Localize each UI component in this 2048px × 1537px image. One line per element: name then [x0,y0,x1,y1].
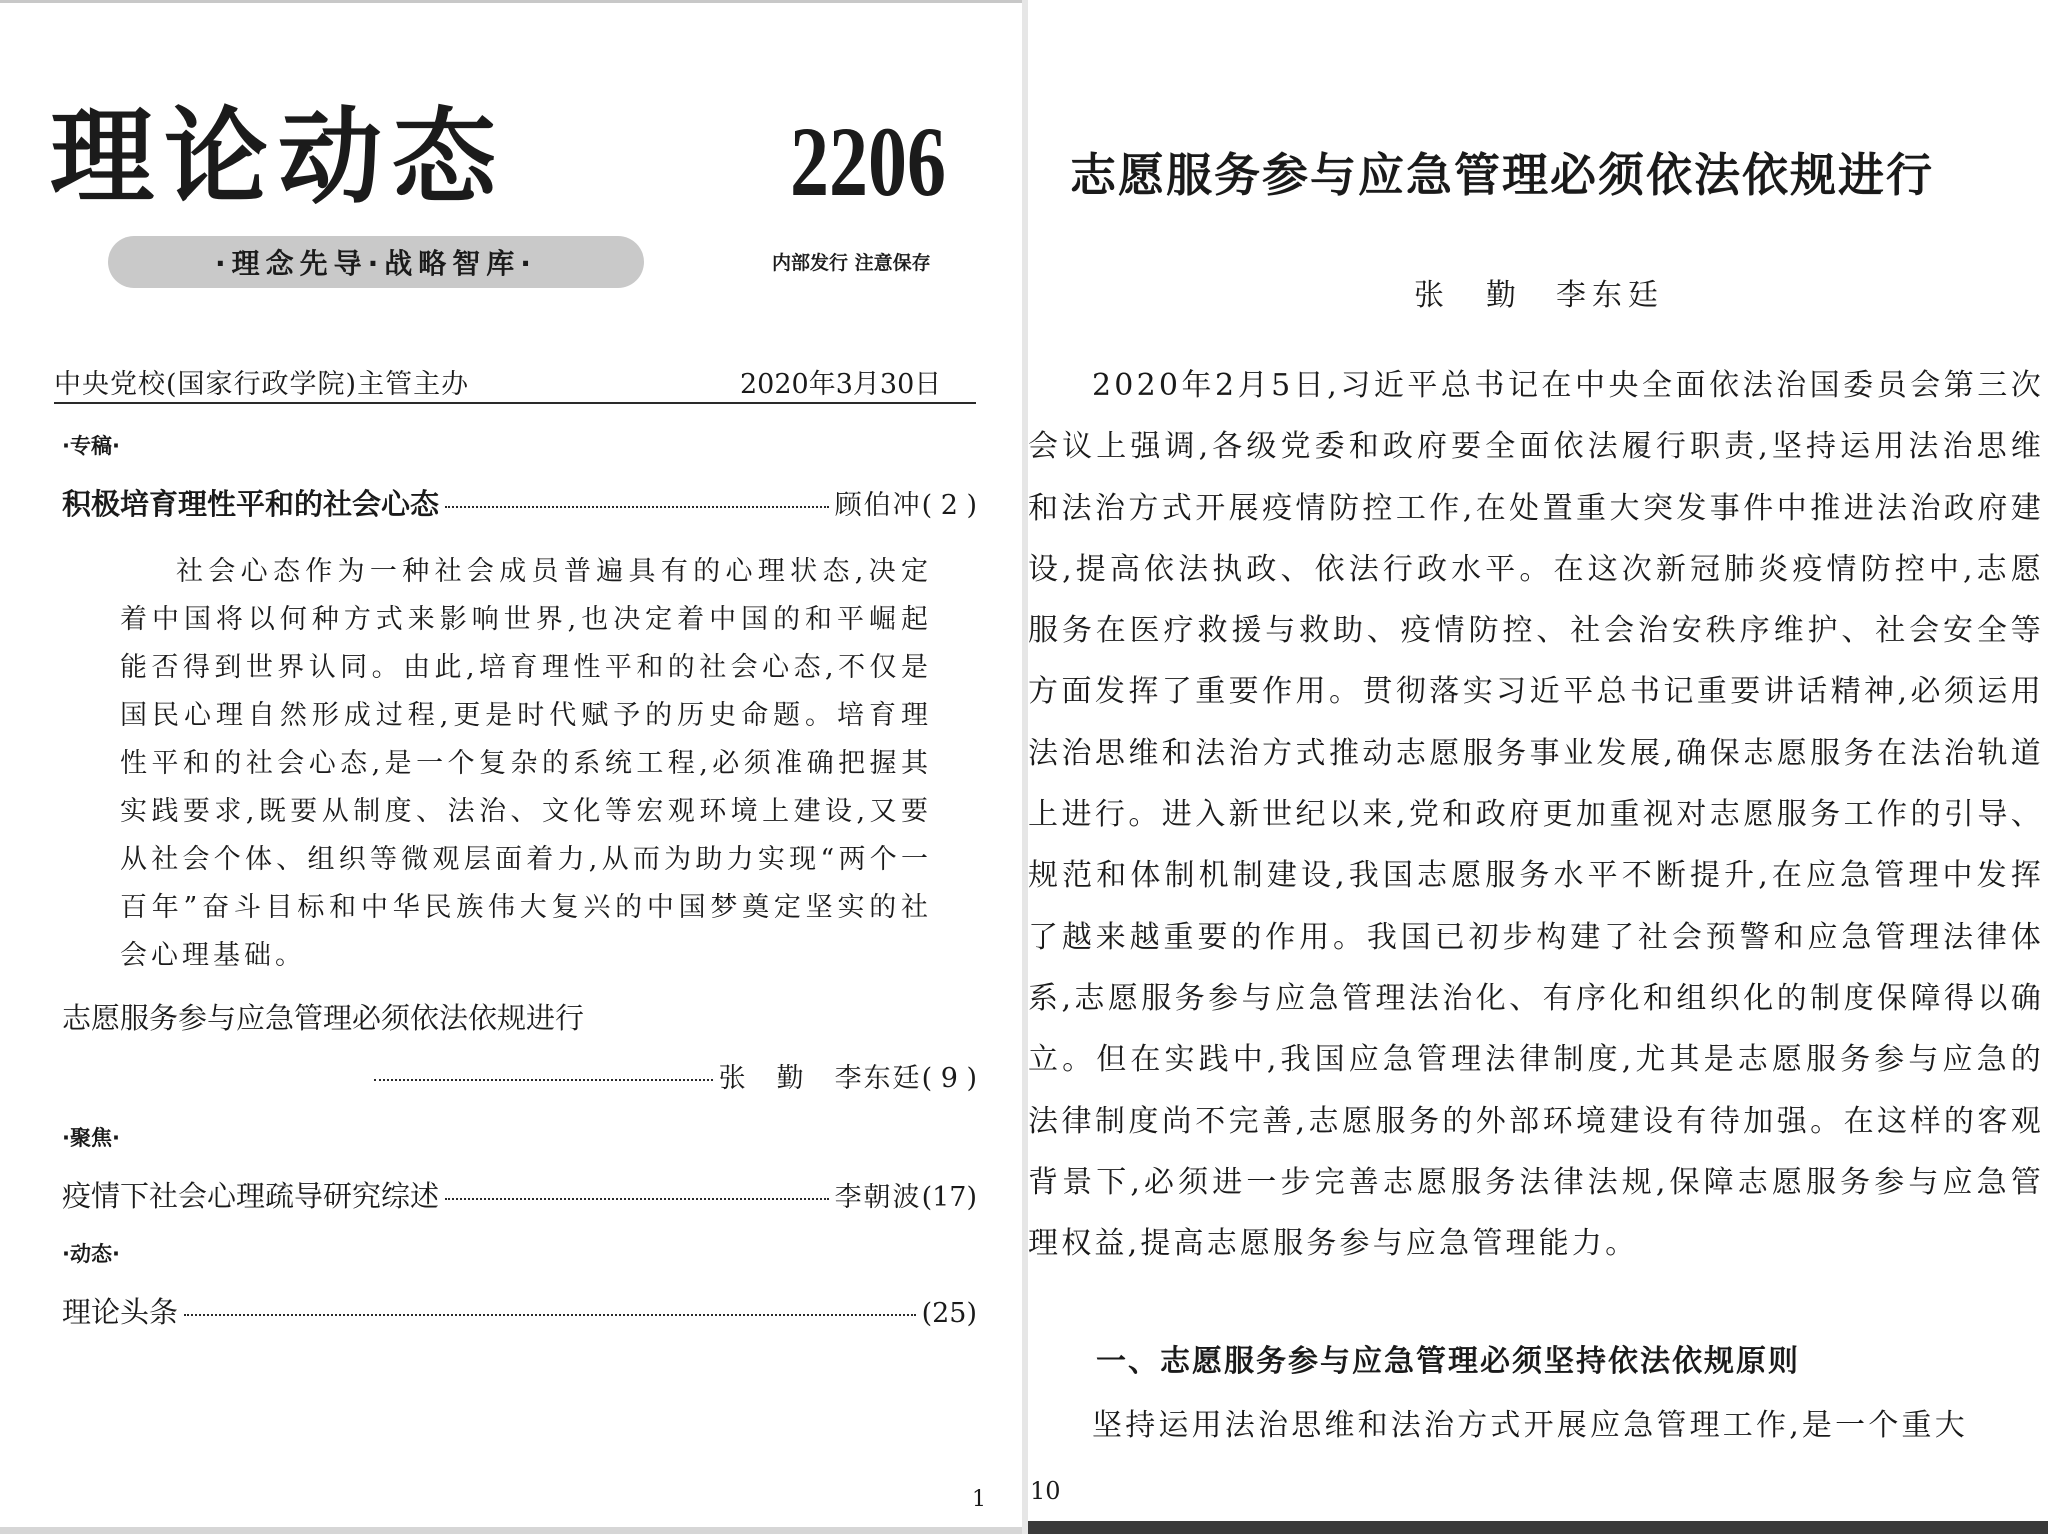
article-author-1: 张 勤 [1414,278,1522,313]
section-label-special: ·专稿· [62,434,120,458]
page-number-right: 10 [1030,1477,1061,1505]
toc-entry-page: (25) [921,1298,977,1329]
toc-entry-author: 李朝波 [834,1182,922,1213]
distribution-note: 内部发行 注意保存 [772,252,931,274]
toc-entry-4[interactable] [62,1290,977,1331]
toc-entry-page: ( 9 ) [921,1063,977,1094]
toc-entry-author: 张 勤 李东廷 [718,1063,922,1094]
article-body-paragraph-2: 坚持运用法治思维和法治方式开展应急管理工作,是一个重大 [1092,1408,1968,1443]
section-label-updates: ·动态· [62,1242,120,1266]
toc-entry-page: ( 2 ) [921,490,977,521]
toc-leader-dots [445,506,829,508]
left-page-bottom-edge [0,1527,1022,1534]
toc-entry-title: 疫情下社会心理疏导研究综述 [62,1179,440,1213]
toc-entry-title: 理论头条 [62,1295,179,1329]
right-page-bottom-edge [1028,1521,2048,1534]
section-label-focus: ·聚焦· [62,1126,120,1150]
article-title: 志愿服务参与应急管理必须依法依规进行 [1070,148,1934,202]
toc-leader-dots [445,1198,829,1200]
toc-entry-2-byline[interactable] [374,1056,977,1095]
toc-entry-title: 积极培育理性平和的社会心态 [62,487,440,521]
toc-entry-2-title[interactable] [62,996,977,1037]
issue-date: 2020年3月30日 [740,369,942,400]
article-body-paragraph: 2020年2月5日,习近平总书记在中央全面依法治国委员会第三次会议上强调,各级党委和政府要全面依法履行职责,坚持运用法治思维和法治方式开展疫情防控工作,在处置重大突发事件中推进法治政府建设,提高依法执政、依法行政水平。在这次新冠肺炎疫情防控中,志愿服务在医疗救援与救助、疫情防控、社会治安秩序维护、社会安全等方面发挥了重要作用。贯彻落实习近平总书记重要讲话精神,必须运用法治思维和法治方式推动志愿服务事业发展,确保志愿服务在法治轨道上进行。进入新世纪以来,党和政府更加重视对志愿服务工作的引导、规范和体制机制建设,我国志愿服务水平不断提升,在应急管理中发挥了越来越重要的作用。我国已初步构建了社会预警和应急管理法律体系,志愿服务参与应急管理法治化、有序化和组织化的制度保障得以确立。但在实践中,我国应急管理法律制度,尤其是志愿服务参与应急的法律制度尚不完善,志愿服务的外部环境建设有待加强。在这样的客观背景下,必须进一步完善志愿服务法律法规,保障志愿服务参与应急管理权益,提高志愿服务参与应急管理能力。 [1028,368,2044,1262]
article-author-2: 李东廷 [1556,278,1664,313]
toc-entry-page: (17) [921,1182,977,1213]
slogan-text: ·理念先导·战略智库· [215,247,537,280]
journal-title: 理论动态 [50,96,507,218]
slogan-banner [108,236,644,288]
article-section-heading: 一、志愿服务参与应急管理必须坚持依法依规原则 [1096,1344,1800,1379]
toc-entry-3[interactable] [62,1174,977,1215]
issue-number: 2206 [790,106,946,217]
publisher-line: 中央党校(国家行政学院)主管主办 [54,369,470,400]
toc-leader-dots [184,1314,916,1316]
article-summary: 社会心态作为一种社会成员普遍具有的心理状态,决定着中国将以何种方式来影响世界,也决定着中国的和平崛起能否得到世界认同。由此,培育理性平和的社会心态,不仅是国民心理自然形成过程,更是时代赋予的历史命题。培育理性平和的社会心态,是一个复杂的系统工程,必须准确把握其实践要求,既要从制度、法治、文化等宏观环境上建设,又要从社会个体、组织等微观层面着力,从而为助力实现“两个一百年”奋斗目标和中华民族伟大复兴的中国梦奠定坚实的社会心理基础。 [120,556,932,971]
toc-leader-dots [374,1079,713,1081]
toc-entry-1[interactable] [62,482,977,523]
toc-entry-author: 顾伯冲 [834,490,922,521]
toc-entry-title: 志愿服务参与应急管理必须依法依规进行 [62,1001,585,1035]
page-number-left: 1 [972,1487,986,1512]
article-byline [1414,270,1664,314]
header-divider [54,402,976,404]
